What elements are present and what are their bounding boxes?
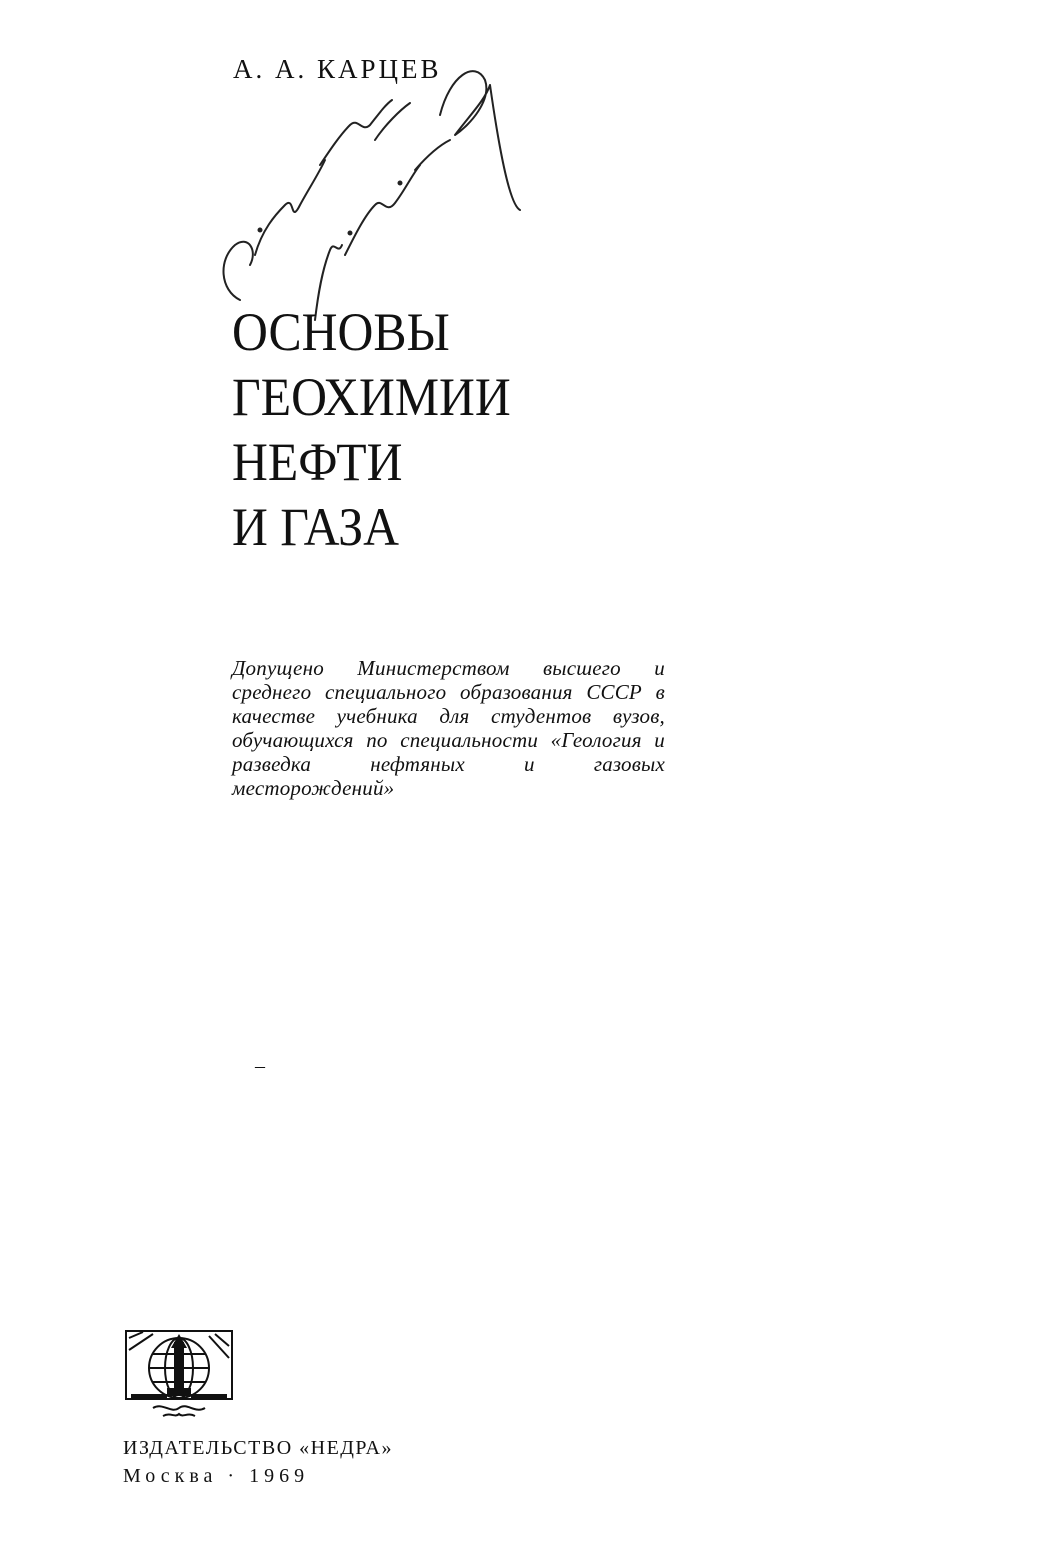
title-line: И ГАЗА — [232, 497, 400, 557]
publisher-name: ИЗДАТЕЛЬСТВО «НЕДРА» — [123, 1437, 393, 1459]
approval-statement: Допущено Министерством высшего и среднего специального образования СССР в качестве учебника для студентов вузов, обучающихся по специальности «Геология и разведка нефтяных и газовых месторождений» — [232, 656, 665, 800]
city-and-year: Москва · 1969 — [123, 1465, 310, 1487]
publisher-emblem-icon — [123, 1328, 235, 1420]
author-name: А. А. КАРЦЕВ — [233, 54, 442, 84]
title-line: ОСНОВЫ — [232, 302, 450, 362]
title-line: НЕФТИ — [232, 432, 403, 492]
title-line: ГЕОХИМИИ — [232, 367, 511, 427]
book-title — [232, 300, 511, 560]
dash-mark: – — [255, 1055, 265, 1077]
